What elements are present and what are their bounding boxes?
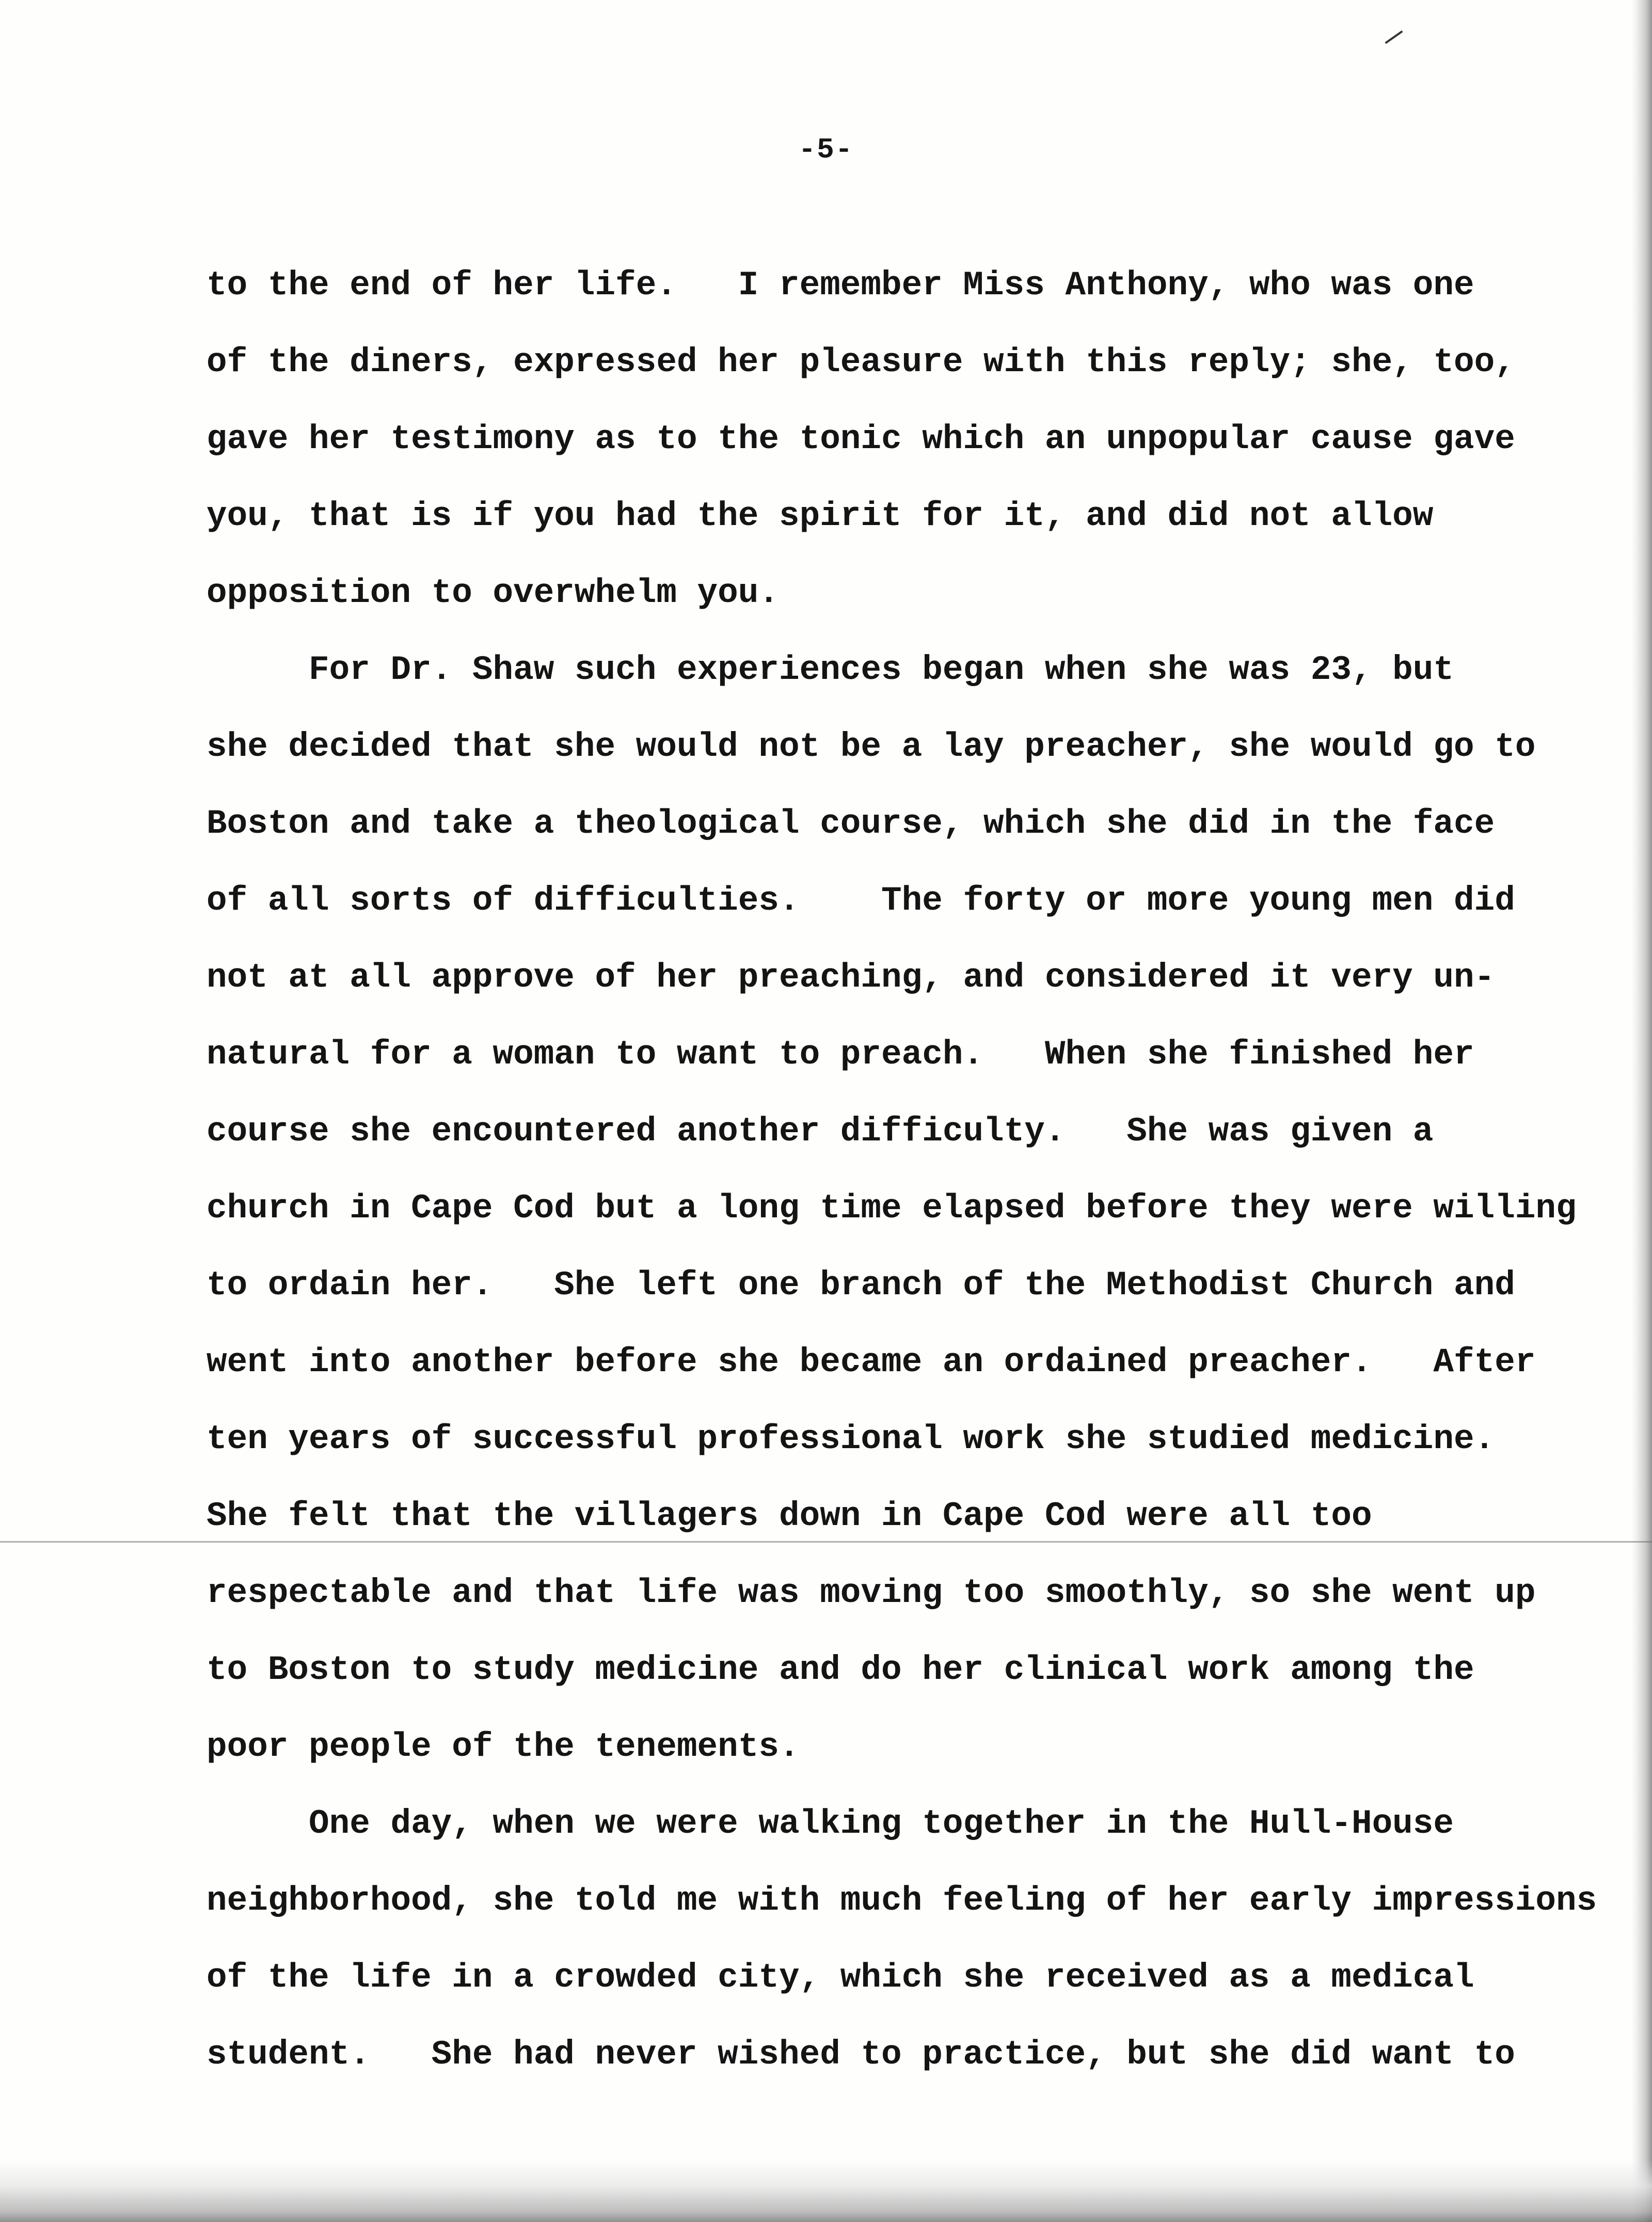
text-line: to Boston to study medicine and do her clinical work among the: [206, 1650, 1474, 1689]
text-line: poor people of the tenements.: [206, 1727, 800, 1766]
text-line: opposition to overwhelm you.: [206, 574, 779, 612]
text-line: ten years of successful professional work she studied medicine.: [206, 1420, 1495, 1458]
text-line: of the life in a crowded city, which she received as a medical: [206, 1958, 1474, 1997]
text-line: respectable and that life was moving too smoothly, so she went up: [206, 1574, 1536, 1612]
text-line: to the end of her life. I remember Miss Anthony, who was one: [206, 266, 1474, 305]
text-line: gave her testimony as to the tonic which an unpopular cause gave: [206, 420, 1515, 458]
text-line: church in Cape Cod but a long time elapsed before they were willing: [206, 1189, 1577, 1228]
text-line: course she encountered another difficulty. She was given a: [206, 1112, 1434, 1151]
page-edge-shadow-right: [1631, 0, 1652, 2222]
text-line: not at all approve of her preaching, and considered it very un-: [206, 958, 1495, 997]
text-line: she decided that she would not be a lay preacher, she would go to: [206, 727, 1536, 766]
text-line: neighborhood, she told me with much feeling of her early impressions: [206, 1881, 1597, 1920]
text-line: One day, when we were walking together in the Hull-House: [206, 1804, 1454, 1843]
page-number: -5-: [798, 133, 854, 166]
text-line: student. She had never wished to practice, but she did want to: [206, 2035, 1515, 2074]
text-line: natural for a woman to want to preach. When she finished her: [206, 1035, 1474, 1074]
pencil-tick-mark: [1385, 30, 1403, 44]
text-line: you, that is if you had the spirit for it, and did not allow: [206, 497, 1434, 535]
text-line: went into another before she became an ordained preacher. After: [206, 1343, 1536, 1382]
page-edge-shadow-bottom: [0, 2160, 1652, 2222]
text-line: of all sorts of difficulties. The forty or more young men did: [206, 881, 1515, 920]
text-line: She felt that the villagers down in Cape Cod were all too: [206, 1497, 1372, 1535]
text-line: of the diners, expressed her pleasure with this reply; she, too,: [206, 343, 1515, 382]
text-line: For Dr. Shaw such experiences began when she was 23, but: [206, 650, 1454, 689]
text-line: Boston and take a theological course, which she did in the face: [206, 804, 1495, 843]
typed-body-text: [206, 247, 1597, 2093]
text-line: to ordain her. She left one branch of the Methodist Church and: [206, 1266, 1515, 1305]
